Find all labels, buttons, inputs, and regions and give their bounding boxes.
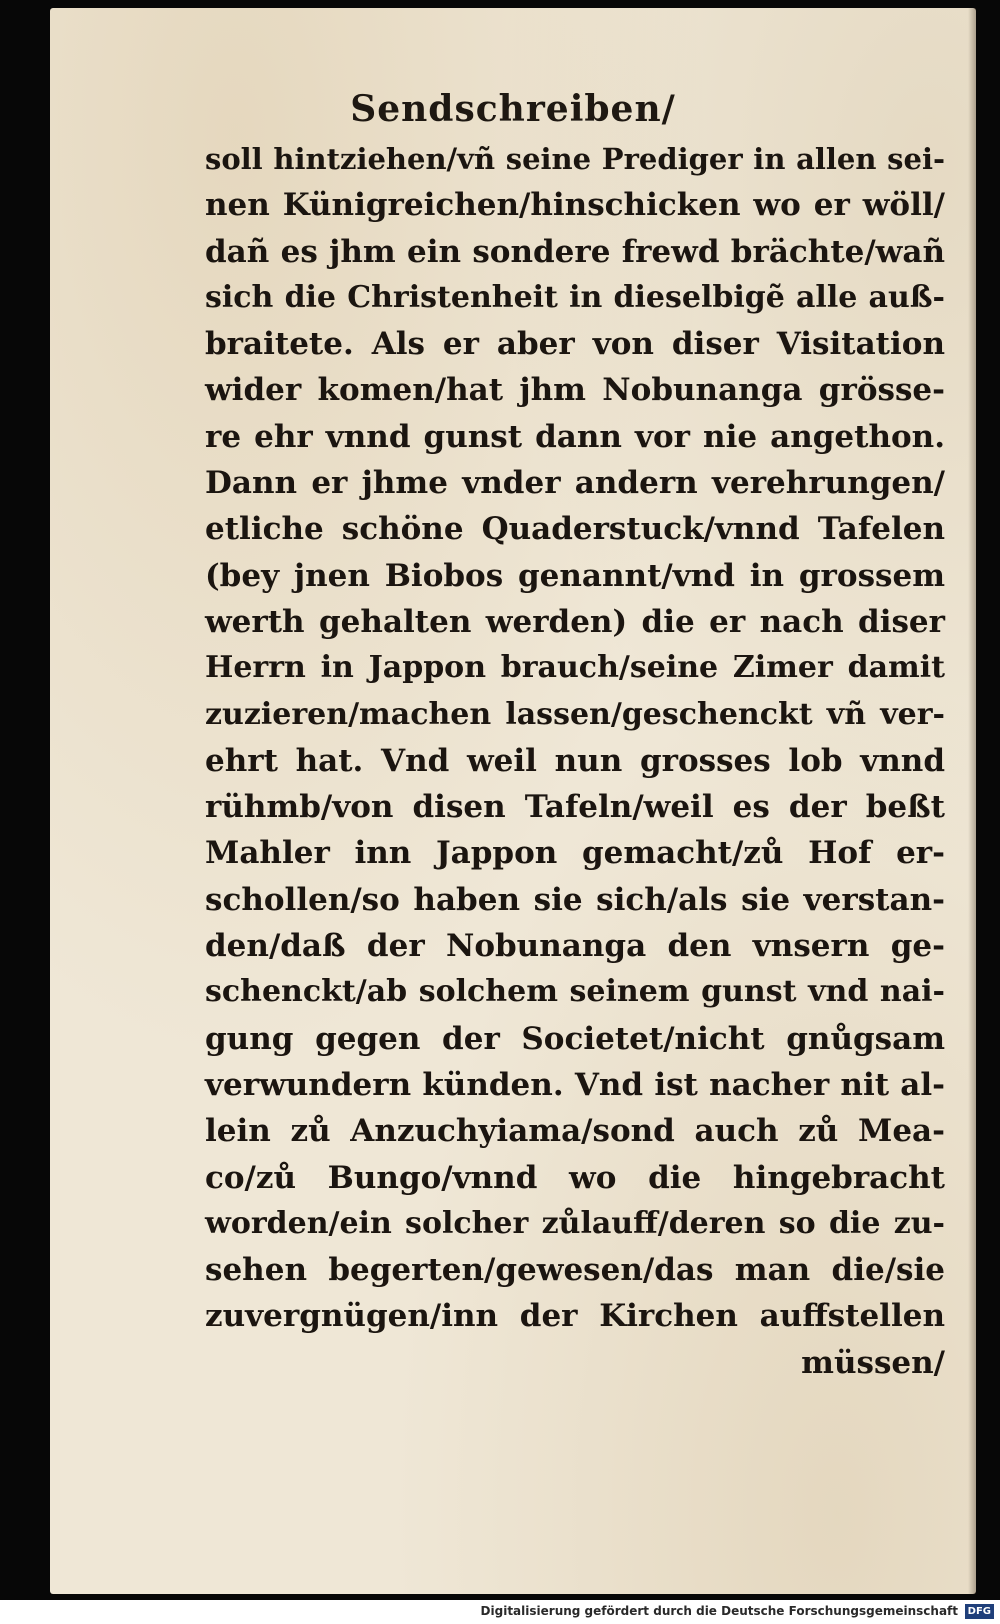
text-line: rühmb/von disen Tafeln/weil es der beßt bbox=[205, 789, 945, 826]
text-line: sich die Christenheit in dieselbigẽ alle auß- bbox=[205, 279, 945, 315]
text-line: schollen/so haben sie sich/als sie verstan- bbox=[205, 881, 945, 918]
text-line: re ehr vnnd gunst dann vor nie angethon. bbox=[205, 418, 945, 455]
text-line: lein zů Anzuchyiama/sond auch zů Mea- bbox=[205, 1113, 945, 1150]
text-line: etliche schöne Quaderstuck/vnnd Tafelen bbox=[205, 511, 945, 548]
catchword-line: müssen/ bbox=[801, 1344, 945, 1381]
text-line: Mahler inn Jappon gemacht/zů Hof er- bbox=[205, 835, 945, 872]
text-line: braitete. Als er aber von diser Visitation bbox=[205, 326, 945, 363]
text-line: sehen begerten/gewesen/das man die/sie bbox=[205, 1252, 945, 1289]
running-head: Sendschreiben/ bbox=[350, 88, 676, 130]
text-line: (bey jnen Biobos genannt/vnd in grossem bbox=[205, 557, 945, 594]
text-line: worden/ein solcher zůlauff/deren so die zu- bbox=[205, 1205, 945, 1241]
text-line: soll hintziehen/vñ seine Prediger in allen sei- bbox=[205, 142, 945, 176]
text-line: Herrn in Jappon brauch/seine Zimer damit bbox=[205, 650, 945, 686]
funding-credit: Digitalisierung gefördert durch die Deutsche Forschungsgemeinschaft bbox=[480, 1604, 958, 1618]
body-text bbox=[205, 136, 945, 1386]
text-line: dañ es jhm ein sondere frewd brächte/wañ bbox=[205, 233, 945, 270]
text-line: co/zů Bungo/vnnd wo die hingebracht bbox=[205, 1159, 945, 1196]
text-line: nen Künigreichen/hinschicken wo er wöll/ bbox=[205, 187, 945, 224]
book-page bbox=[50, 8, 976, 1594]
text-line: den/daß der Nobunanga den vnsern ge- bbox=[205, 928, 945, 965]
text-line: gung gegen der Societet/nicht gnůgsam bbox=[205, 1020, 945, 1057]
page-edge-shadow bbox=[968, 8, 976, 1594]
text-line: wider komen/hat jhm Nobunanga grösse- bbox=[205, 372, 945, 409]
text-line: schenckt/ab solchem seinem gunst vnd nai- bbox=[205, 974, 945, 1010]
text-line: werth gehalten werden) die er nach diser bbox=[205, 603, 945, 640]
text-line: verwundern künden. Vnd ist nacher nit al- bbox=[205, 1066, 945, 1103]
dfg-logo: DFG bbox=[965, 1604, 994, 1619]
text-line: zuvergnügen/inn der Kirchen auffstellen bbox=[205, 1298, 945, 1335]
text-line: zuzieren/machen lassen/geschenckt vñ ver- bbox=[205, 696, 945, 732]
text-line: Dann er jhme vnder andern verehrungen/ bbox=[205, 465, 945, 502]
digitization-footer bbox=[0, 1600, 1000, 1624]
text-line: ehrt hat. Vnd weil nun grosses lob vnnd bbox=[205, 742, 945, 779]
